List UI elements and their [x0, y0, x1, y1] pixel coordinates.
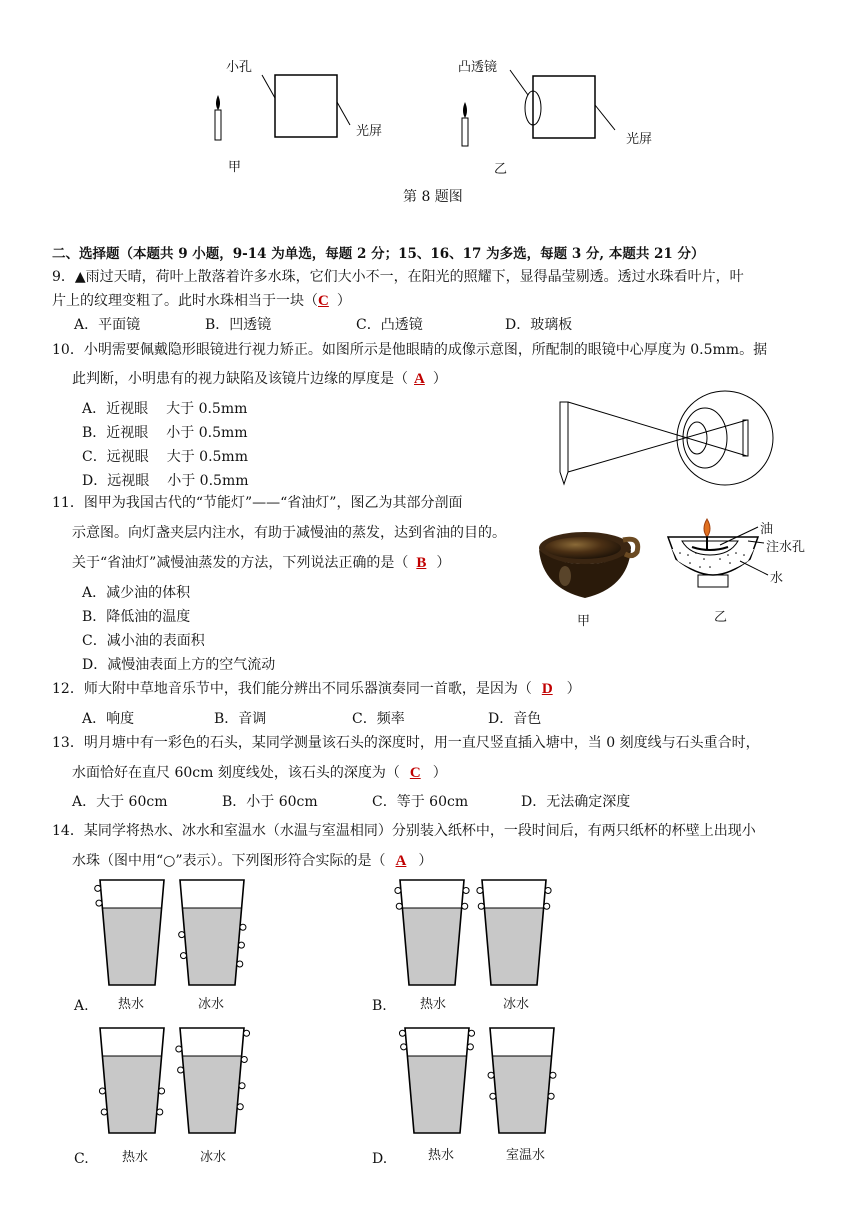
- q10-option-b-val: 小于 0.5mm: [166, 425, 248, 441]
- fig8-diagram: [200, 50, 670, 190]
- candle-left: [215, 110, 221, 140]
- water-pointer: [740, 561, 768, 575]
- q13-line2: [72, 762, 447, 782]
- cup-b-ice-droplet: [478, 903, 484, 909]
- cup-d-room-droplet: [548, 1093, 554, 1099]
- cup-b-ice-droplet: [545, 888, 551, 894]
- cup-d-room-droplet: [550, 1072, 556, 1078]
- fig8-screen-label-right: 光屏: [626, 132, 653, 147]
- q14-close: ）: [418, 853, 433, 869]
- q13-option-d: D．无法确定深度: [521, 794, 631, 810]
- q11-stem: 关于“省油灯”减慢油蒸发的方法，下列说法正确的是（: [72, 555, 409, 571]
- cup-c-ice-water: [182, 1056, 241, 1133]
- fig8-screen-label-left: 光屏: [356, 124, 383, 139]
- q14-panel-d-right: 室温水: [506, 1148, 546, 1163]
- q11-option-a: A．减少油的体积: [82, 585, 191, 601]
- q13-line1: 13．明月塘中有一彩色的石头，某同学测量该石头的深度时，用一直尺竖直插入塘中，当 0 刻度线与石头重合时，: [52, 735, 760, 751]
- q14-panel-a-key: A.: [74, 998, 89, 1014]
- q9-line2: [52, 290, 351, 310]
- cup-a-ice-droplet: [238, 942, 244, 948]
- cup-a-ice-droplet: [240, 924, 246, 930]
- cup-a-hot-water: [102, 908, 161, 985]
- q11-caption-b: 乙: [714, 610, 728, 625]
- q11-label-oil: 油: [760, 522, 774, 537]
- eye-lens: [687, 422, 707, 454]
- screen-pointer-left: [337, 102, 350, 125]
- q13-option-a: A．大于 60cm: [72, 794, 168, 810]
- cup-c-ice-droplet: [178, 1067, 184, 1073]
- q9-option-c: C．凸透镜: [356, 317, 423, 333]
- q14-panel-d-key: D.: [372, 1151, 388, 1167]
- lamp-base: [698, 575, 728, 587]
- cup-c-ice-droplet: [244, 1030, 250, 1036]
- q14-stem: 水珠（图中用“○”表示）。下列图形符合实际的是（: [72, 853, 386, 869]
- q14-panel-b-key: B.: [372, 998, 387, 1014]
- cup-d-room-water: [492, 1056, 551, 1133]
- ray-bottom: [568, 420, 747, 472]
- q9-close: ）: [336, 293, 351, 309]
- q9-answer: C: [318, 293, 329, 309]
- object-arrow: [560, 402, 568, 484]
- q10-option-d: [82, 470, 249, 490]
- cup-b-hot-droplet: [462, 903, 468, 909]
- lamp-inner: [545, 537, 621, 559]
- q12-option-a: A．响度: [82, 711, 135, 727]
- oil-lamp-photo: [535, 518, 645, 610]
- cup-c-hot-droplet: [99, 1088, 105, 1094]
- section-heading: 二、选择题（本题共 9 小题，9-14 为单选，每题 2 分；15、16、17 为多选，每题 3 分, 本题共 21 分）: [52, 246, 705, 262]
- cup-b-hot-water: [402, 908, 461, 985]
- q14-panel-c-left: 热水: [122, 1150, 149, 1165]
- lamp-highlight: [559, 566, 571, 586]
- q10-answer: A: [414, 371, 425, 387]
- cup-a-ice-water: [182, 908, 241, 985]
- cup-c-ice-droplet: [239, 1083, 245, 1089]
- q14-panel-c-right: 冰水: [200, 1150, 227, 1165]
- eye-cornea: [683, 408, 727, 468]
- q10-line2: [72, 368, 447, 388]
- q10-line1: 10．小明需要佩戴隐形眼镜进行视力矫正。如图所示是他眼睛的成像示意图，所配制的眼镜中心厚度为 0.5mm。据: [52, 342, 768, 358]
- cup-d-room-droplet: [490, 1093, 496, 1099]
- cup-d-hot-water: [407, 1056, 466, 1133]
- q11-option-d: D．减慢油表面上方的空气流动: [82, 657, 276, 673]
- cup-a-hot-droplet: [96, 900, 102, 906]
- q9-stem: 片上的纹理变粗了。此时水珠相当于一块（: [52, 293, 318, 309]
- q10-option-a-val: 大于 0.5mm: [166, 401, 248, 417]
- q14-panel-c-key: C.: [74, 1151, 89, 1167]
- fig8-right: [462, 70, 615, 146]
- cup-b-ice-water: [484, 908, 543, 985]
- fig8-left: [215, 75, 350, 140]
- cup-d-hot-droplet: [401, 1044, 407, 1050]
- fig8-caption-right: 乙: [494, 162, 508, 177]
- cup-a-hot-droplet: [95, 885, 101, 891]
- q13-option-b: B．小于 60cm: [222, 794, 318, 810]
- cup-c-hot-droplet: [159, 1088, 165, 1094]
- cup-d-room-droplet: [488, 1072, 494, 1078]
- fig8-hole-label: 小孔: [226, 60, 253, 75]
- q13-stem: 水面恰好在直尺 60cm 刻度线处，该石头的深度为（: [72, 765, 400, 781]
- cup-b-ice-droplet: [544, 903, 550, 909]
- q10-stem: 此判断，小明患有的视力缺陷及该镜片边缘的厚度是（: [72, 371, 408, 387]
- fig8-lens-label: 凸透镜: [458, 60, 498, 75]
- q12-stem: 12．师大附中草地音乐节中，我们能分辨出不同乐器演奏同一首歌，是因为（: [52, 681, 532, 697]
- oil-pointer: [720, 527, 758, 545]
- q12-close: ）: [566, 681, 581, 697]
- q9-option-d: D．玻璃板: [505, 317, 573, 333]
- q14-line2: [72, 850, 432, 870]
- q14-panel-a-left: 热水: [118, 997, 145, 1012]
- flame: [704, 519, 710, 537]
- q10-option-c-key: C．远视眼: [82, 449, 149, 465]
- q10-option-b-key: B．近视眼: [82, 425, 149, 441]
- cup-d-hot-droplet: [467, 1044, 473, 1050]
- pinhole-pointer: [262, 75, 275, 98]
- q10-close: ）: [432, 371, 447, 387]
- q11-line3: [72, 552, 450, 572]
- cup-a-ice-droplet: [179, 932, 185, 938]
- lens-box: [533, 76, 595, 138]
- q14-line1: 14．某同学将热水、冰水和室温水（水温与室温相同）分别装入纸杯中，一段时间后，有两只纸杯的杯壁上出现小: [52, 823, 756, 839]
- q11-line1: 11．图甲为我国古代的“节能灯”——“省油灯”，图乙为其部分剖面: [52, 495, 463, 511]
- cup-b-hot-droplet: [395, 888, 401, 894]
- q14-panel-a-right: 冰水: [198, 997, 225, 1012]
- q14-panel-b-left: 热水: [420, 997, 447, 1012]
- q12-line1: [52, 678, 581, 698]
- q14-panel-b-right: 冰水: [503, 997, 530, 1012]
- fig8-title: 第 8 题图: [403, 189, 463, 205]
- q10-option-c: [82, 446, 248, 466]
- cup-c-ice-droplet: [237, 1104, 243, 1110]
- cup-c-hot-droplet: [157, 1109, 163, 1115]
- q13-option-c: C．等于 60cm: [372, 794, 469, 810]
- eyeball: [677, 391, 773, 485]
- cup-d-hot-droplet: [469, 1030, 475, 1036]
- pinhole-box: [275, 75, 337, 137]
- cup-a-ice-droplet: [180, 953, 186, 959]
- q10-option-d-key: D．远视眼: [82, 473, 150, 489]
- q11-label-hole: 注水孔: [766, 540, 806, 555]
- q12-option-d: D．音色: [488, 711, 542, 727]
- flame-left: [216, 95, 220, 110]
- cup-b-ice-droplet: [477, 888, 483, 894]
- cup-c-ice-droplet: [176, 1046, 182, 1052]
- q10-option-a: [82, 398, 247, 418]
- screen-pointer-right: [595, 105, 615, 130]
- q11-option-c: C．减小油的表面积: [82, 633, 205, 649]
- cup-b-hot-droplet: [396, 903, 402, 909]
- q10-option-c-val: 大于 0.5mm: [166, 449, 248, 465]
- q12-option-b: B．音调: [214, 711, 267, 727]
- q13-answer: C: [409, 765, 421, 781]
- cup-c-hot-droplet: [101, 1109, 107, 1115]
- q14-panel-d-left: 热水: [428, 1148, 455, 1163]
- q11-answer: B: [416, 555, 427, 571]
- candle-right: [462, 118, 468, 146]
- q14-cup-figures: [60, 870, 620, 1170]
- q14-answer: A: [395, 853, 407, 869]
- q11-label-water: 水: [770, 571, 784, 586]
- ray-top: [568, 402, 747, 456]
- q11-option-b: B．降低油的温度: [82, 609, 191, 625]
- retina-image: [743, 420, 748, 456]
- q10-option-b: [82, 422, 248, 442]
- q11-close: ）: [436, 555, 451, 571]
- q11-caption-a: 甲: [577, 614, 591, 629]
- q12-option-c: C．频率: [352, 711, 405, 727]
- cup-a-ice-droplet: [237, 961, 243, 967]
- q11-line2: 示意图。向灯盏夹层内注水，有助于减慢油的蒸发，达到省油的目的。: [72, 525, 506, 541]
- oil-surface: [692, 547, 728, 550]
- cup-c-ice-droplet: [241, 1057, 247, 1063]
- q9-line1: 9．▲雨过天晴，荷叶上散落着许多水珠，它们大小不一，在阳光的照耀下，显得晶莹剔透。透过水珠看叶片，叶: [52, 269, 744, 285]
- fig8-caption-left: 甲: [228, 160, 242, 175]
- q9-option-b: B．凹透镜: [205, 317, 272, 333]
- flame-right: [463, 102, 467, 118]
- q9-option-a: A．平面镜: [74, 317, 141, 333]
- q10-eye-diagram: [545, 380, 785, 490]
- q10-option-a-key: A．近视眼: [82, 401, 149, 417]
- water-layer: [672, 549, 754, 573]
- q10-option-d-val: 小于 0.5mm: [167, 473, 249, 489]
- cup-c-hot-water: [102, 1056, 161, 1133]
- q13-close: ）: [432, 765, 447, 781]
- cup-b-hot-droplet: [463, 888, 469, 894]
- q12-answer: D: [541, 681, 553, 697]
- lens-pointer: [510, 70, 528, 95]
- cup-d-hot-droplet: [399, 1030, 405, 1036]
